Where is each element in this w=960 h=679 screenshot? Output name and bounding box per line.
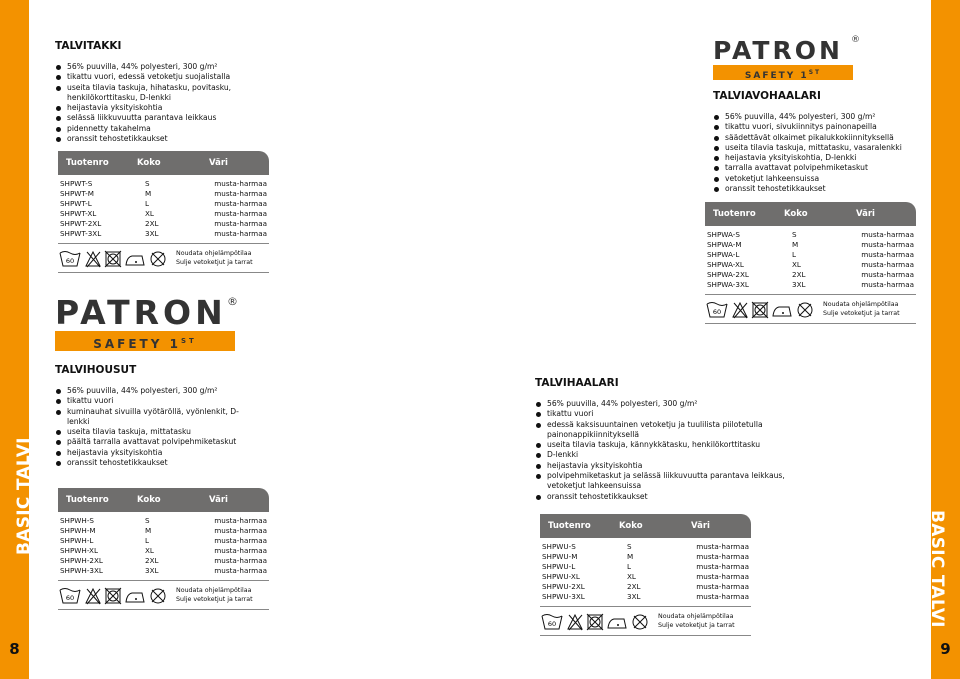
size-table-talvitakki — [58, 151, 269, 273]
feature-list — [713, 112, 923, 194]
size-table-talvihaalari — [540, 514, 751, 636]
feature-item: D-lenkki — [535, 450, 785, 460]
care-line-2: Sulje vetoketjut ja tarrat — [823, 310, 900, 317]
feature-item: edessä kaksisuuntainen vetoketju ja tuulilista piilotetulla painonappikiinnityksellä — [535, 420, 785, 441]
wash-temp: 60 — [547, 620, 557, 628]
product-talvitakki — [55, 40, 285, 144]
care-symbols — [705, 298, 817, 320]
cell-size: 3XL — [145, 229, 159, 238]
cell-size: XL — [145, 546, 154, 555]
size-table-talviavohaalari — [705, 202, 916, 324]
wash-tub-icon — [60, 252, 80, 267]
table-row — [58, 179, 269, 189]
cell-color: musta-harmaa — [214, 219, 267, 228]
table-row — [540, 592, 751, 602]
feature-item: selässä liikkuvuutta parantava leikkaus — [55, 113, 285, 123]
feature-item: tikattu vuori — [55, 396, 255, 406]
care-instructions — [58, 243, 269, 273]
iron-icon — [126, 256, 144, 265]
header-color: Väri — [209, 158, 228, 168]
table-row — [58, 229, 269, 239]
cell-color: musta-harmaa — [861, 260, 914, 269]
feature-item: tarralla avattavat polvipehmiketaskut — [713, 163, 923, 173]
cell-color: musta-harmaa — [861, 270, 914, 279]
left-edge-strip — [0, 0, 34, 679]
cell-code: SHPWU-L — [542, 562, 576, 571]
feature-list — [55, 386, 255, 468]
feature-item: päältä tarralla avattavat polvipehmiketaskut — [55, 437, 255, 447]
care-line-2: Sulje vetoketjut ja tarrat — [658, 622, 735, 629]
no-bleach-icon — [733, 303, 747, 318]
logo-wordmark: PATRON — [713, 36, 843, 65]
product-talvihaalari — [535, 377, 785, 502]
cell-size: 3XL — [792, 280, 806, 289]
header-size: Koko — [619, 521, 643, 531]
cell-size: 2XL — [145, 219, 159, 228]
feature-item: oranssit tehostetikkaukset — [713, 184, 923, 194]
feature-item: useita tilavia taskuja, mittatasku, vasaralenkki — [713, 143, 923, 153]
cell-code: SHPWT-XL — [60, 209, 97, 218]
brand-logo-left — [55, 293, 238, 351]
cell-code: SHPWA-S — [707, 230, 740, 239]
care-symbols — [58, 584, 170, 606]
table-row — [705, 260, 916, 270]
cell-color: musta-harmaa — [214, 199, 267, 208]
table-row — [705, 270, 916, 280]
table-row — [58, 526, 269, 536]
cell-size: L — [145, 199, 150, 208]
cell-color: musta-harmaa — [696, 582, 749, 591]
cell-color: musta-harmaa — [214, 536, 267, 545]
feature-item: kuminauhat sivuilla vyötäröllä, vyönlenkit, D-lenkki — [55, 407, 255, 428]
wash-temp: 60 — [65, 594, 75, 602]
cell-size: XL — [627, 572, 636, 581]
cell-code: SHPWH-3XL — [60, 566, 103, 575]
cell-code: SHPWU-M — [542, 552, 578, 561]
table-header — [58, 151, 269, 175]
no-tumble-dry-icon — [587, 614, 603, 630]
cell-code: SHPWH-S — [60, 516, 94, 525]
section-label-right: BASIC TALVI — [927, 510, 947, 628]
header-size: Koko — [137, 495, 161, 505]
wash-tub-icon — [707, 303, 727, 318]
cell-size: M — [145, 189, 152, 198]
feature-item: useita tilavia taskuja, mittatasku — [55, 427, 255, 437]
table-row — [58, 516, 269, 526]
cell-color: musta-harmaa — [214, 546, 267, 555]
cell-color: musta-harmaa — [861, 250, 914, 259]
care-line-1: Noudata ohjelämpötilaa — [658, 613, 734, 620]
header-product-code: Tuotenro — [66, 158, 109, 168]
cell-code: SHPWT-M — [60, 189, 94, 198]
table-row — [705, 230, 916, 240]
table-row — [705, 240, 916, 250]
iron-icon — [126, 593, 144, 602]
cell-code: SHPWA-L — [707, 250, 740, 259]
table-row — [540, 552, 751, 562]
no-bleach-icon — [86, 252, 100, 267]
cell-size: XL — [792, 260, 801, 269]
table-row — [540, 572, 751, 582]
cell-size: XL — [145, 209, 154, 218]
feature-item: useita tilavia taskuja, hihatasku, povitasku, henkilökorttitasku, D-lenkki — [55, 83, 285, 104]
table-header — [705, 202, 916, 226]
cell-code: SHPWA-M — [707, 240, 742, 249]
logo-tagline: SAFETY 1 — [93, 337, 181, 351]
cell-size: 2XL — [145, 556, 159, 565]
header-color: Väri — [209, 495, 228, 505]
logo-tagline-bar — [713, 65, 853, 80]
logo-tagline-bar — [55, 331, 235, 351]
feature-item: vetoketjut lahkeensuissa — [713, 174, 923, 184]
table-row — [540, 562, 751, 572]
cell-code: SHPWU-XL — [542, 572, 580, 581]
cell-size: S — [792, 230, 797, 239]
cell-size: 2XL — [792, 270, 806, 279]
logo-tagline-sup: ST — [808, 69, 822, 76]
cell-code: SHPWA-3XL — [707, 280, 749, 289]
table-row — [540, 582, 751, 592]
cell-size: 3XL — [145, 566, 159, 575]
no-dry-clean-icon — [798, 303, 812, 317]
iron-icon — [608, 619, 626, 628]
cell-size: M — [792, 240, 799, 249]
cell-size: L — [627, 562, 632, 571]
registered-mark: ® — [851, 35, 860, 45]
feature-item: tikattu vuori, edessä vetoketju suojalistalla — [55, 72, 285, 82]
care-line-1: Noudata ohjelämpötilaa — [823, 301, 899, 308]
cell-code: SHPWT-S — [60, 179, 93, 188]
feature-item: heijastavia yksityiskohtia — [55, 448, 255, 458]
cell-size: L — [792, 250, 797, 259]
header-color: Väri — [856, 209, 875, 219]
page-number-left: 8 — [9, 640, 20, 658]
iron-icon — [773, 307, 791, 316]
registered-mark: ® — [227, 295, 238, 308]
cell-size: M — [145, 526, 152, 535]
cell-color: musta-harmaa — [861, 280, 914, 289]
cell-color: musta-harmaa — [861, 230, 914, 239]
product-title: TALVITAKKI — [55, 40, 122, 52]
no-bleach-icon — [86, 589, 100, 604]
no-bleach-icon — [568, 615, 582, 630]
no-tumble-dry-icon — [105, 251, 121, 267]
table-row — [58, 566, 269, 576]
feature-item: heijastavia yksityiskohtia — [535, 461, 785, 471]
cell-color: musta-harmaa — [214, 229, 267, 238]
product-talviavohaalari — [713, 90, 923, 194]
care-instructions — [540, 606, 751, 636]
cell-size: S — [145, 516, 150, 525]
cell-size: M — [627, 552, 634, 561]
table-row — [58, 199, 269, 209]
cell-code: SHPWU-3XL — [542, 592, 585, 601]
cell-color: musta-harmaa — [696, 542, 749, 551]
feature-item: 56% puuvilla, 44% polyesteri, 300 g/m² — [55, 386, 255, 396]
feature-item: tikattu vuori, sivukiinnitys painonapeilla — [713, 122, 923, 132]
cell-size: S — [627, 542, 632, 551]
logo-wordmark: PATRON — [55, 293, 227, 332]
header-size: Koko — [137, 158, 161, 168]
table-row — [705, 250, 916, 260]
feature-item: heijastavia yksityiskohtia, D-lenkki — [713, 153, 923, 163]
cell-code: SHPWA-2XL — [707, 270, 749, 279]
logo-tagline-sup: ST — [180, 337, 197, 345]
cell-code: SHPWH-L — [60, 536, 94, 545]
cell-size: L — [145, 536, 150, 545]
product-talvihousut — [55, 364, 255, 468]
cell-color: musta-harmaa — [214, 209, 267, 218]
wash-temp: 60 — [65, 257, 75, 265]
feature-item: oranssit tehostetikkaukset — [55, 134, 285, 144]
no-dry-clean-icon — [633, 615, 647, 629]
page-number-right: 9 — [940, 640, 951, 658]
table-row — [58, 209, 269, 219]
table-row — [58, 546, 269, 556]
wash-tub-icon — [542, 615, 562, 630]
cell-size: S — [145, 179, 150, 188]
care-line-1: Noudata ohjelämpötilaa — [176, 250, 252, 257]
cell-color: musta-harmaa — [214, 566, 267, 575]
feature-item: heijastavia yksityiskohtia — [55, 103, 285, 113]
cell-code: SHPWT-L — [60, 199, 92, 208]
cell-code: SHPWT-2XL — [60, 219, 102, 228]
product-title: TALVIAVOHAALARI — [713, 90, 821, 102]
care-line-2: Sulje vetoketjut ja tarrat — [176, 596, 253, 603]
cell-size: 3XL — [627, 592, 641, 601]
cell-color: musta-harmaa — [861, 240, 914, 249]
header-size: Koko — [784, 209, 808, 219]
no-tumble-dry-icon — [105, 588, 121, 604]
table-row — [58, 536, 269, 546]
feature-item: 56% puuvilla, 44% polyesteri, 300 g/m² — [535, 399, 785, 409]
table-row — [705, 280, 916, 290]
cell-color: musta-harmaa — [696, 592, 749, 601]
feature-item: oranssit tehostetikkaukset — [535, 492, 785, 502]
cell-color: musta-harmaa — [696, 572, 749, 581]
feature-item: oranssit tehostetikkaukset — [55, 458, 255, 468]
feature-item: tikattu vuori — [535, 409, 785, 419]
cell-code: SHPWT-3XL — [60, 229, 102, 238]
table-row — [58, 556, 269, 566]
cell-color: musta-harmaa — [696, 552, 749, 561]
table-header — [540, 514, 751, 538]
cell-code: SHPWH-M — [60, 526, 96, 535]
header-color: Väri — [691, 521, 710, 531]
feature-item: 56% puuvilla, 44% polyesteri, 300 g/m² — [55, 62, 285, 72]
cell-code: SHPWA-XL — [707, 260, 744, 269]
cell-color: musta-harmaa — [696, 562, 749, 571]
feature-list — [55, 62, 285, 144]
care-instructions — [705, 294, 916, 324]
header-product-code: Tuotenro — [66, 495, 109, 505]
cell-color: musta-harmaa — [214, 556, 267, 565]
size-table-talvihousut — [58, 488, 269, 610]
cell-color: musta-harmaa — [214, 189, 267, 198]
cell-color: musta-harmaa — [214, 179, 267, 188]
cell-code: SHPWU-S — [542, 542, 576, 551]
feature-item: useita tilavia taskuja, kännykkätasku, henkilökorttitasku — [535, 440, 785, 450]
feature-item: polvipehmiketaskut ja selässä liikkuvuutta parantava leikkaus, vetoketjut lahkeensuissa — [535, 471, 785, 492]
cell-code: SHPWU-2XL — [542, 582, 585, 591]
header-product-code: Tuotenro — [548, 521, 591, 531]
table-row — [540, 542, 751, 552]
table-header — [58, 488, 269, 512]
table-row — [58, 189, 269, 199]
feature-item: pidennetty takahelma — [55, 124, 285, 134]
feature-item: 56% puuvilla, 44% polyesteri, 300 g/m² — [713, 112, 923, 122]
header-product-code: Tuotenro — [713, 209, 756, 219]
care-line-1: Noudata ohjelämpötilaa — [176, 587, 252, 594]
cell-size: 2XL — [627, 582, 641, 591]
product-title: TALVIHAALARI — [535, 377, 619, 389]
care-instructions — [58, 580, 269, 610]
cell-code: SHPWH-XL — [60, 546, 98, 555]
table-row — [58, 219, 269, 229]
product-title: TALVIHOUSUT — [55, 364, 137, 376]
logo-tagline: SAFETY 1 — [744, 71, 809, 81]
cell-color: musta-harmaa — [214, 516, 267, 525]
care-line-2: Sulje vetoketjut ja tarrat — [176, 259, 253, 266]
feature-item: säädettävät olkaimet pikalukkokiinnityksellä — [713, 133, 923, 143]
wash-temp: 60 — [712, 308, 722, 316]
care-symbols — [58, 247, 170, 269]
no-dry-clean-icon — [151, 252, 165, 266]
feature-list — [535, 399, 785, 502]
care-symbols — [540, 610, 652, 632]
brand-logo-right — [713, 35, 860, 81]
cell-code: SHPWH-2XL — [60, 556, 103, 565]
no-dry-clean-icon — [151, 589, 165, 603]
right-edge-strip — [927, 0, 960, 679]
cell-color: musta-harmaa — [214, 526, 267, 535]
section-label-left: BASIC TALVI — [14, 437, 34, 555]
wash-tub-icon — [60, 589, 80, 604]
no-tumble-dry-icon — [752, 302, 768, 318]
